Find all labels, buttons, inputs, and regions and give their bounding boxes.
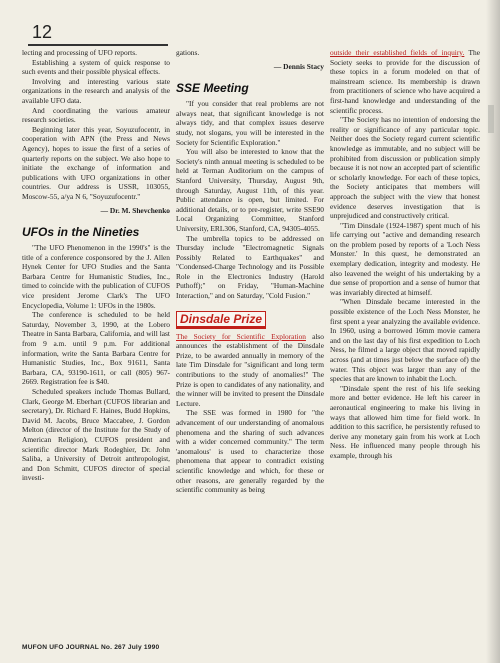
paragraph: Beginning later this year, Soyuzufocentr, in cooperation with APN (the Press and News Agency), hopes to issue the first of a series of quarterly reports on the subject. We also hope to initiate the exchange of information and publications with UFO organizations in other countries. Our address is USSR, 103055, Moscow-55, a/ya N 6, "Soyuzufocentr." — [22, 124, 170, 201]
top-rule — [28, 44, 168, 46]
author-signature: — Dr. M. Shevchenko — [100, 205, 170, 215]
paragraph: Establishing a system of quick response to such events and their possible physical effects. — [22, 57, 170, 77]
section-heading-highlighted: Dinsdale Prize — [176, 311, 266, 329]
column-2 — [176, 48, 324, 495]
paragraph: The conference is scheduled to be held Saturday, November 3, 1990, at the Lobero Theatre in Santa Barbara, California, and will last from 9 a.m. until 9 p.m. For additional information, write the Santa Barbara Centre for Humanistic Studies, Inc., Box 91611, Santa Barbara, CA, 93190-1611, or call (805) 967-2669. Registration fee is $40. — [22, 310, 170, 387]
paragraph: The umbrella topics to be addressed on Thursday include "Electromagnetic Signals Possibly Related to Earthquakes" and "Condensed-Charge Technology and its Possible Role in the Electronics Industry (Harold Puthoff);" on Friday, "Human-Machine Interaction," and on Saturday, "Cold Fusion." — [176, 233, 324, 301]
paragraph-text: also announces the establishment of the Dinsdale Prize, to be awarded annually in memory of the late Tim Dinsdale for "significant and long term contributions to the study of anomalies!" The Prize is open to candidates of any nationality, and the winner will be invited to present the Dinsdale Lecture. — [176, 331, 324, 408]
page-edge-shadow — [486, 0, 500, 663]
page-number: 12 — [32, 22, 53, 42]
paragraph: You will also be interested to know that the Society's ninth annual meeting is scheduled to be held at Terman Auditorium on the campus of Stanford University, Thursday, August 9th, through Saturday, August 11th, of this year. Public attendance is open, but limited. For additional details, or to pre-register, write SSE90 Local Organizing Committee, Stanford University, ERL306, Stanford, CA, 94305-4055. — [176, 147, 324, 233]
highlighted-text: outside their established fields of inquiry. — [330, 48, 465, 57]
highlighted-text: The Society for Scientific Exploration — [176, 331, 306, 341]
paragraph: "When Dinsdale became interested in the possible existence of the Loch Ness Monster, he first spent a year analyzing the available evidence. In 1960, using a borrowed 16mm movie camera and on the last day of his first expedition to Loch Ness, he filmed a large object that moved rapidly across (and at times just below the surface of) the water. This object was larger than any of the species that are known to inhabit the Loch. — [330, 297, 480, 384]
paragraph: "Dinsdale spent the rest of his life seeking more and better evidence. He left his career in aeronautical engineering to make his living in ways that allowed him time for field work. In addition to this sacrifice, he persistently refused to derive any monetary gain from his work at Loch Ness. He influenced many people through his example, through his — [330, 383, 480, 460]
column-1 — [22, 48, 170, 483]
page-footer: MUFON UFO JOURNAL No. 267 July 1990 — [22, 644, 160, 651]
tape-mark — [488, 105, 494, 133]
paragraph: The SSE was formed in 1980 for "the advancement of our understanding of anomalous phenomena and the sharing of such advances with a wider concerned community." The term 'anomalous' is used to characterize those phenomena that appear to contradict existing scientific knowledge and which, for these or other reasons, are generally regarded by the scientific community as being — [176, 408, 324, 495]
section-heading: SSE Meeting — [176, 81, 249, 96]
paragraph: Involving and interesting various state organizations in the research and analysis of the available UFO data. — [22, 76, 170, 105]
paragraph: lecting and processing of UFO reports. — [22, 48, 137, 57]
author-signature: — Dennis Stacy — [273, 61, 324, 71]
paragraph — [330, 48, 480, 115]
paragraph — [176, 332, 324, 409]
paragraph: "If you consider that real problems are not always neat, that significant knowledge is not always tidy, and that complex issues deserve study, not slogans, you will be interested in the Society for Scientific Exploration." — [176, 99, 324, 147]
paragraph: Scheduled speakers include Thomas Bullard, Clark, George M. Eberhart (CUFOS librarian and secretary), Dr. Richard F. Haines, Budd Hopkins, David M. Jacobs, Bruce Maccabee, J. Gordon Melton (director of the Institute for the Study of American Religion), CUFOS president and scientific director Mark Rodeghier, Dr. John Saliba, a University of Detroit anthropologist, and Don Schmitt, CUFOS director of special investi- — [22, 387, 170, 483]
paragraph-text: The Society seeks to provide for the discussion of these topics in a forum modeled on that of mainstream science. Its membership is drawn from practitioners of science who have acquired a first-hand knowledge and understanding of the scientific process. — [330, 48, 480, 115]
paragraph: "The UFO Phenomenon in the 1990's" is the title of a conference cosponsored by the J. Allen Hynek Center for UFO Studies and the Santa Barbara Centre for Humanistic Studies, Inc., timed to coincide with the publication of CUFOS vice president Jerome Clark's The UFO Encyclopedia, Volume 1: UFOs in the 1980s. — [22, 243, 170, 310]
paragraph: "The Society has no intention of endorsing the reality or significance of any particular topic. Neither does the Society regard current scientific knowledge as immutable, and no subject will be prohibited from discussion or publication simply because it is not now an accepted part of scientific or scholarly knowledge. For each of these topics, the Society anticipates that members will approach the subject with the view that honest evidence deserves investigation that is unprejudiced and constructively critical. — [330, 115, 480, 221]
paragraph: gations. — [176, 48, 200, 57]
paragraph: And coordinating the various amateur research societies. — [22, 105, 170, 125]
paragraph: "Tim Dinsdale (1924-1987) spent much of his life carrying out "active and demanding research on the problem posed by reports of a 'Loch Ness Monster.' In this quest, he demonstrated an exemplary dedication, integrity and modesty. He also leavened the weight of his undertaking by a due sense of proportion and a sense of humor that was invariably directed at himself. — [330, 220, 480, 297]
section-heading: UFOs in the Nineties — [22, 225, 140, 240]
column-3 — [330, 48, 480, 461]
